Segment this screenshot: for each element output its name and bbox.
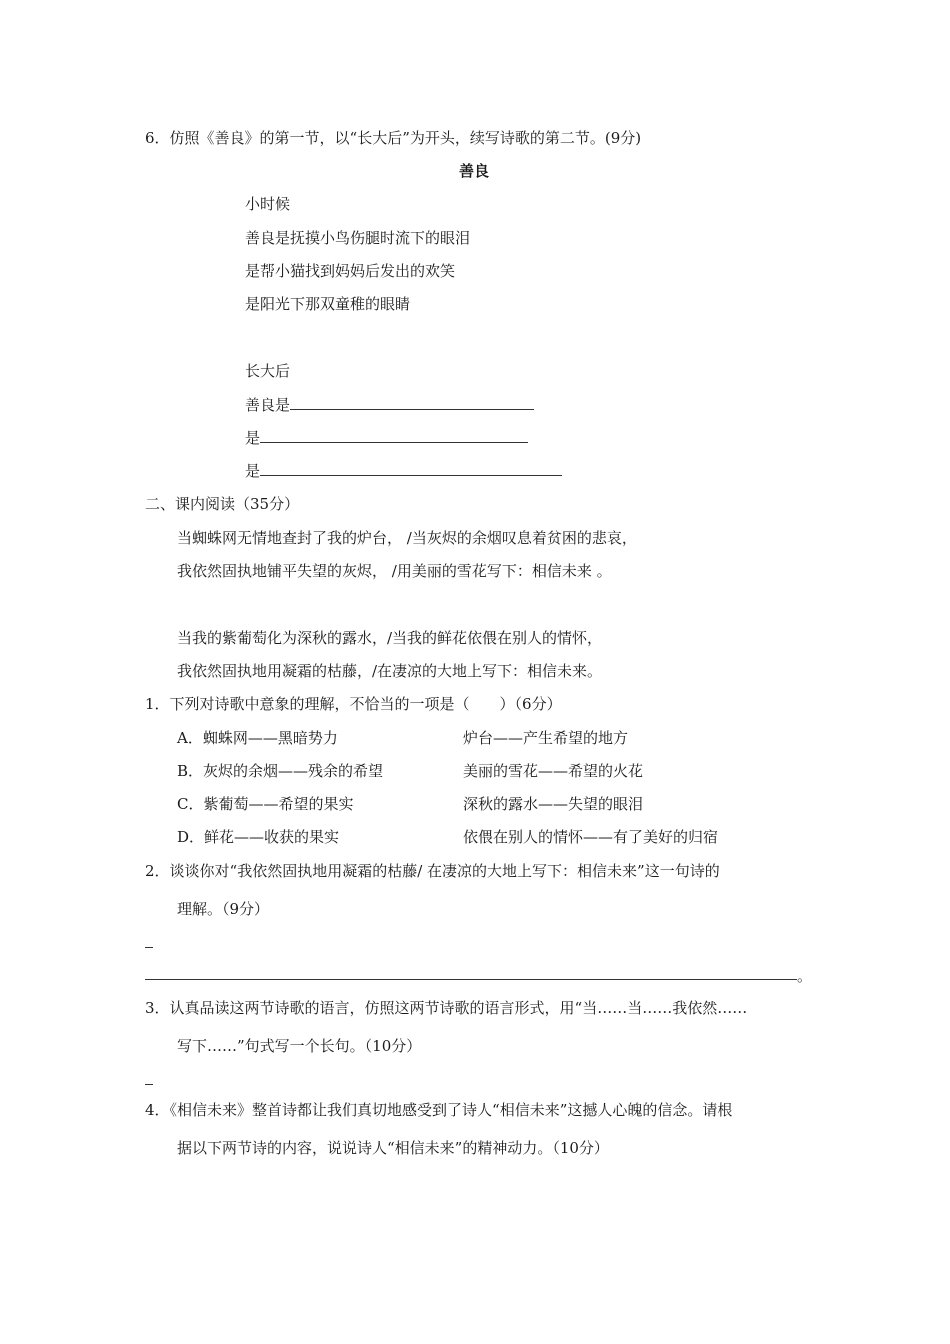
q2-answer-line[interactable] xyxy=(145,979,797,980)
stanza1-line: 小时候 xyxy=(245,195,291,213)
stanza1-line: 是阳光下那双童稚的眼睛 xyxy=(245,295,411,313)
stanza1-line: 是帮小猫找到妈妈后发出的欢笑 xyxy=(245,262,456,280)
q1-option-left: B．灰烬的余烟——残余的希望 xyxy=(177,762,384,780)
q1-option-left: C．紫葡萄——希望的果实 xyxy=(177,795,354,813)
answer-blank[interactable] xyxy=(290,395,534,410)
poem-line: 当蜘蛛网无情地查封了我的炉台， /当灰烬的余烟叹息着贫困的悲哀， xyxy=(177,529,637,547)
poem-line: 我依然固执地铺平失望的灰烬， /用美丽的雪花写下：相信未来 。 xyxy=(177,562,612,580)
q6-prompt: 6．仿照《善良》的第一节，以“长大后”为开头，续写诗歌的第二节。(9分) xyxy=(145,129,642,147)
stanza2-fill-line xyxy=(245,395,534,415)
q4-stem-line1: 4．《相信未来》整首诗都让我们真切地感受到了诗人“相信未来”这撼人心魄的信念。请根 xyxy=(145,1101,733,1119)
q2-stem-line2: 理解。（9分） xyxy=(177,900,270,918)
stanza2-prefix: 是 xyxy=(245,429,261,447)
stanza2-prefix: 善良是 xyxy=(245,396,291,414)
stanza2-line: 长大后 xyxy=(245,362,291,380)
q1-option-left: D．鲜花——收获的果实 xyxy=(177,828,340,846)
q1-option-right: 炉台——产生希望的地方 xyxy=(463,729,629,747)
stanza2-prefix: 是 xyxy=(245,462,261,480)
q3-stem-line1: 3．认真品读这两节诗歌的语言，仿照这两节诗歌的语言形式，用“当……当……我依然…… xyxy=(145,999,748,1017)
q1-option-right: 依偎在别人的情怀——有了美好的归宿 xyxy=(463,828,719,846)
q2-end-mark: 。 xyxy=(797,967,813,985)
poem-title: 善良 xyxy=(459,162,490,180)
answer-blank[interactable] xyxy=(260,461,562,476)
q1-option-right: 深秋的露水——失望的眼泪 xyxy=(463,795,644,813)
q1-stem: 1．下列对诗歌中意象的理解，不恰当的一项是（ ）（6分） xyxy=(145,695,562,713)
stanza2-fill-line xyxy=(245,428,528,448)
stanza1-line: 善良是抚摸小鸟伤腿时流下的眼泪 xyxy=(245,229,471,247)
poem-line: 当我的紫葡萄化为深秋的露水，/当我的鲜花依偎在别人的情怀， xyxy=(177,629,603,647)
stanza2-fill-line xyxy=(245,461,562,481)
q3-stem-line2: 写下……”句式写一个长句。（10分） xyxy=(177,1037,422,1055)
answer-dash[interactable] xyxy=(145,1084,153,1085)
answer-blank[interactable] xyxy=(260,428,528,443)
q4-stem-line2: 据以下两节诗的内容，说说诗人“相信未来”的精神动力。（10分） xyxy=(177,1139,609,1157)
section-heading: 二、课内阅读（35分） xyxy=(145,495,300,513)
q2-stem-line1: 2．谈谈你对“我依然固执地用凝霜的枯藤/ 在凄凉的大地上写下：相信未来”这一句诗的 xyxy=(145,862,720,880)
q1-option-left: A．蜘蛛网——黑暗势力 xyxy=(177,729,338,747)
poem-line: 我依然固执地用凝霜的枯藤，/在凄凉的大地上写下：相信未来。 xyxy=(177,662,603,680)
answer-dash xyxy=(145,947,153,948)
q1-option-right: 美丽的雪花——希望的火花 xyxy=(463,762,644,780)
